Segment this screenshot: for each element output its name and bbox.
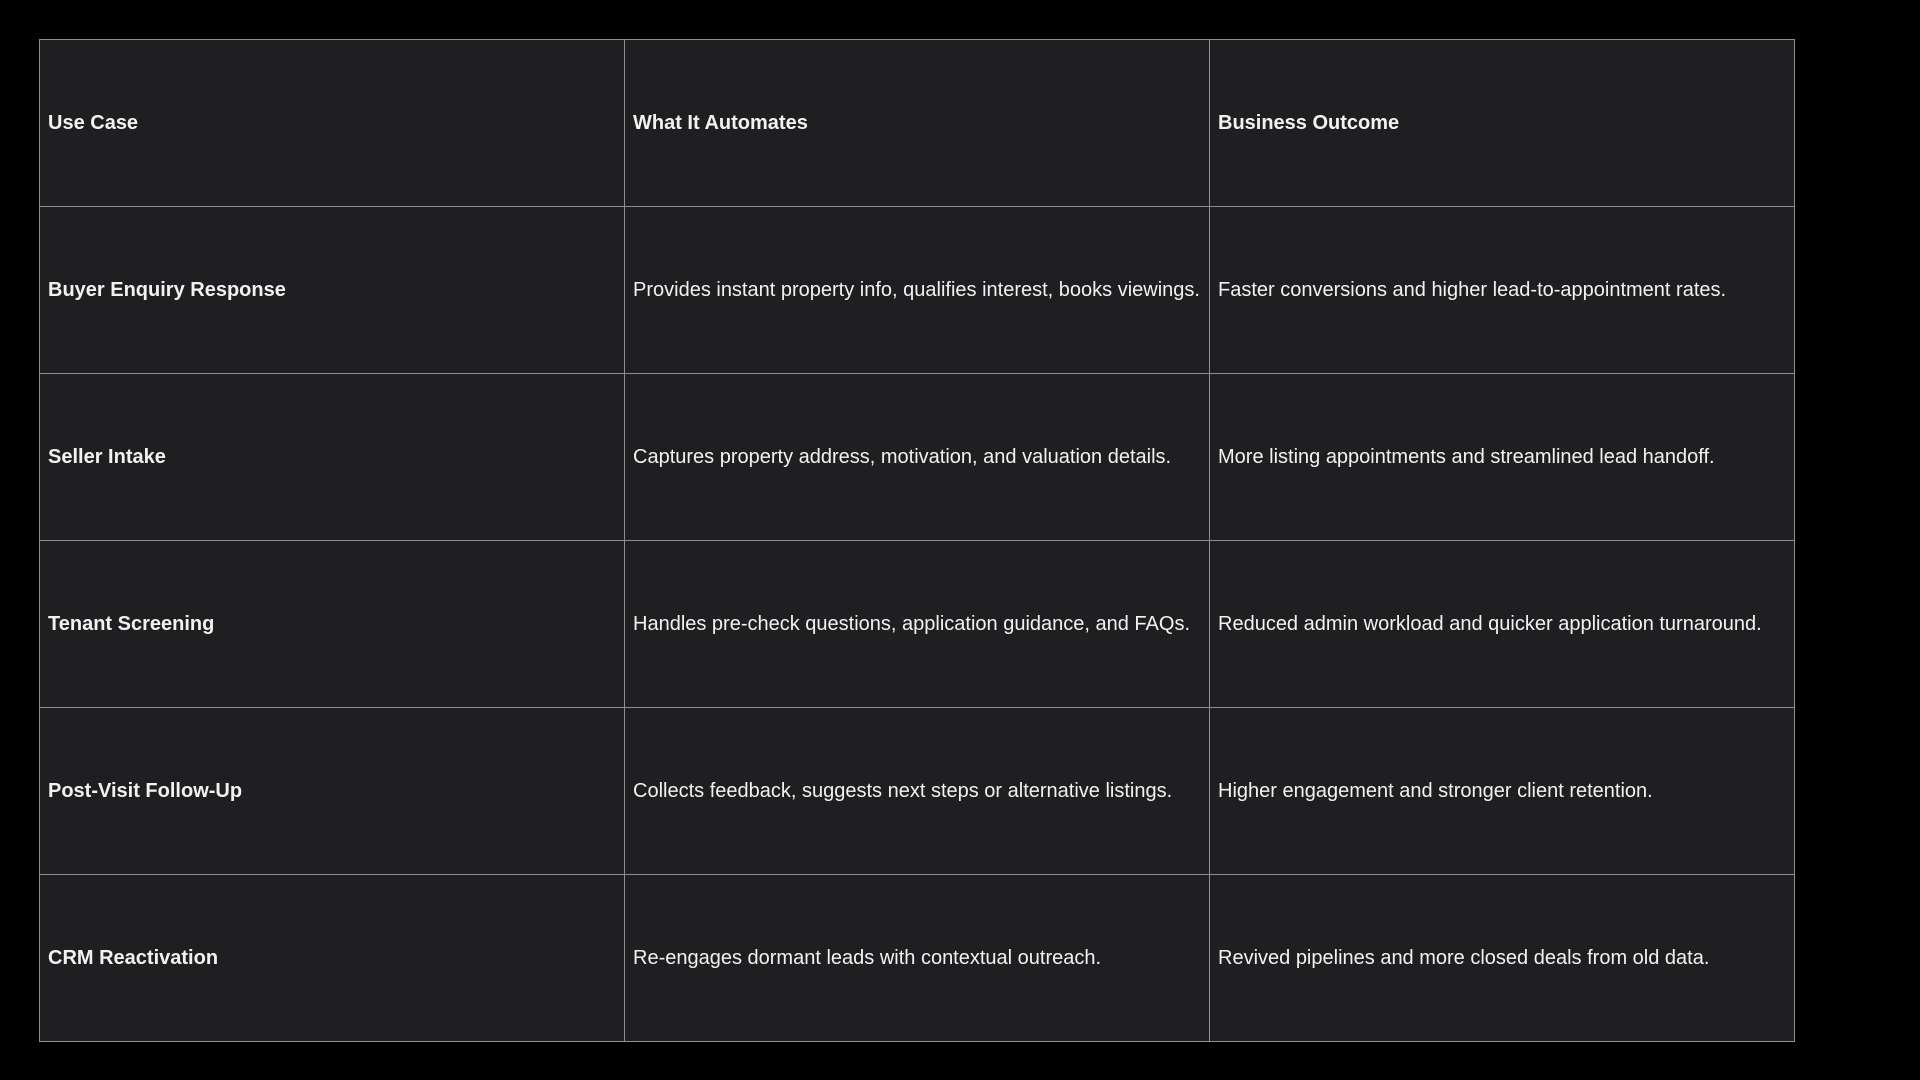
- automates-cell: Captures property address, motivation, and valuation details.: [625, 374, 1210, 541]
- outcome-cell: Faster conversions and higher lead-to-appointment rates.: [1210, 207, 1795, 374]
- table-row: [40, 374, 1795, 541]
- table-row: [40, 875, 1795, 1042]
- table-row: [40, 708, 1795, 875]
- table-row: [40, 541, 1795, 708]
- automates-cell: Collects feedback, suggests next steps or alternative listings.: [625, 708, 1210, 875]
- table-row: [40, 207, 1795, 374]
- automates-cell: Re-engages dormant leads with contextual outreach.: [625, 875, 1210, 1042]
- automates-cell: Provides instant property info, qualifies interest, books viewings.: [625, 207, 1210, 374]
- outcome-cell: Reduced admin workload and quicker application turnaround.: [1210, 541, 1795, 708]
- outcome-cell: Revived pipelines and more closed deals from old data.: [1210, 875, 1795, 1042]
- automates-cell: Handles pre-check questions, application guidance, and FAQs.: [625, 541, 1210, 708]
- use-case-cell: Tenant Screening: [40, 541, 625, 708]
- use-case-table-container: [39, 39, 1794, 1040]
- table-header-row: [40, 40, 1795, 207]
- use-case-table: [39, 39, 1795, 1042]
- outcome-cell: Higher engagement and stronger client retention.: [1210, 708, 1795, 875]
- header-business-outcome: Business Outcome: [1210, 40, 1795, 207]
- use-case-cell: Buyer Enquiry Response: [40, 207, 625, 374]
- use-case-cell: Seller Intake: [40, 374, 625, 541]
- outcome-cell: More listing appointments and streamlined lead handoff.: [1210, 374, 1795, 541]
- header-use-case: Use Case: [40, 40, 625, 207]
- header-what-it-automates: What It Automates: [625, 40, 1210, 207]
- use-case-cell: CRM Reactivation: [40, 875, 625, 1042]
- use-case-cell: Post-Visit Follow-Up: [40, 708, 625, 875]
